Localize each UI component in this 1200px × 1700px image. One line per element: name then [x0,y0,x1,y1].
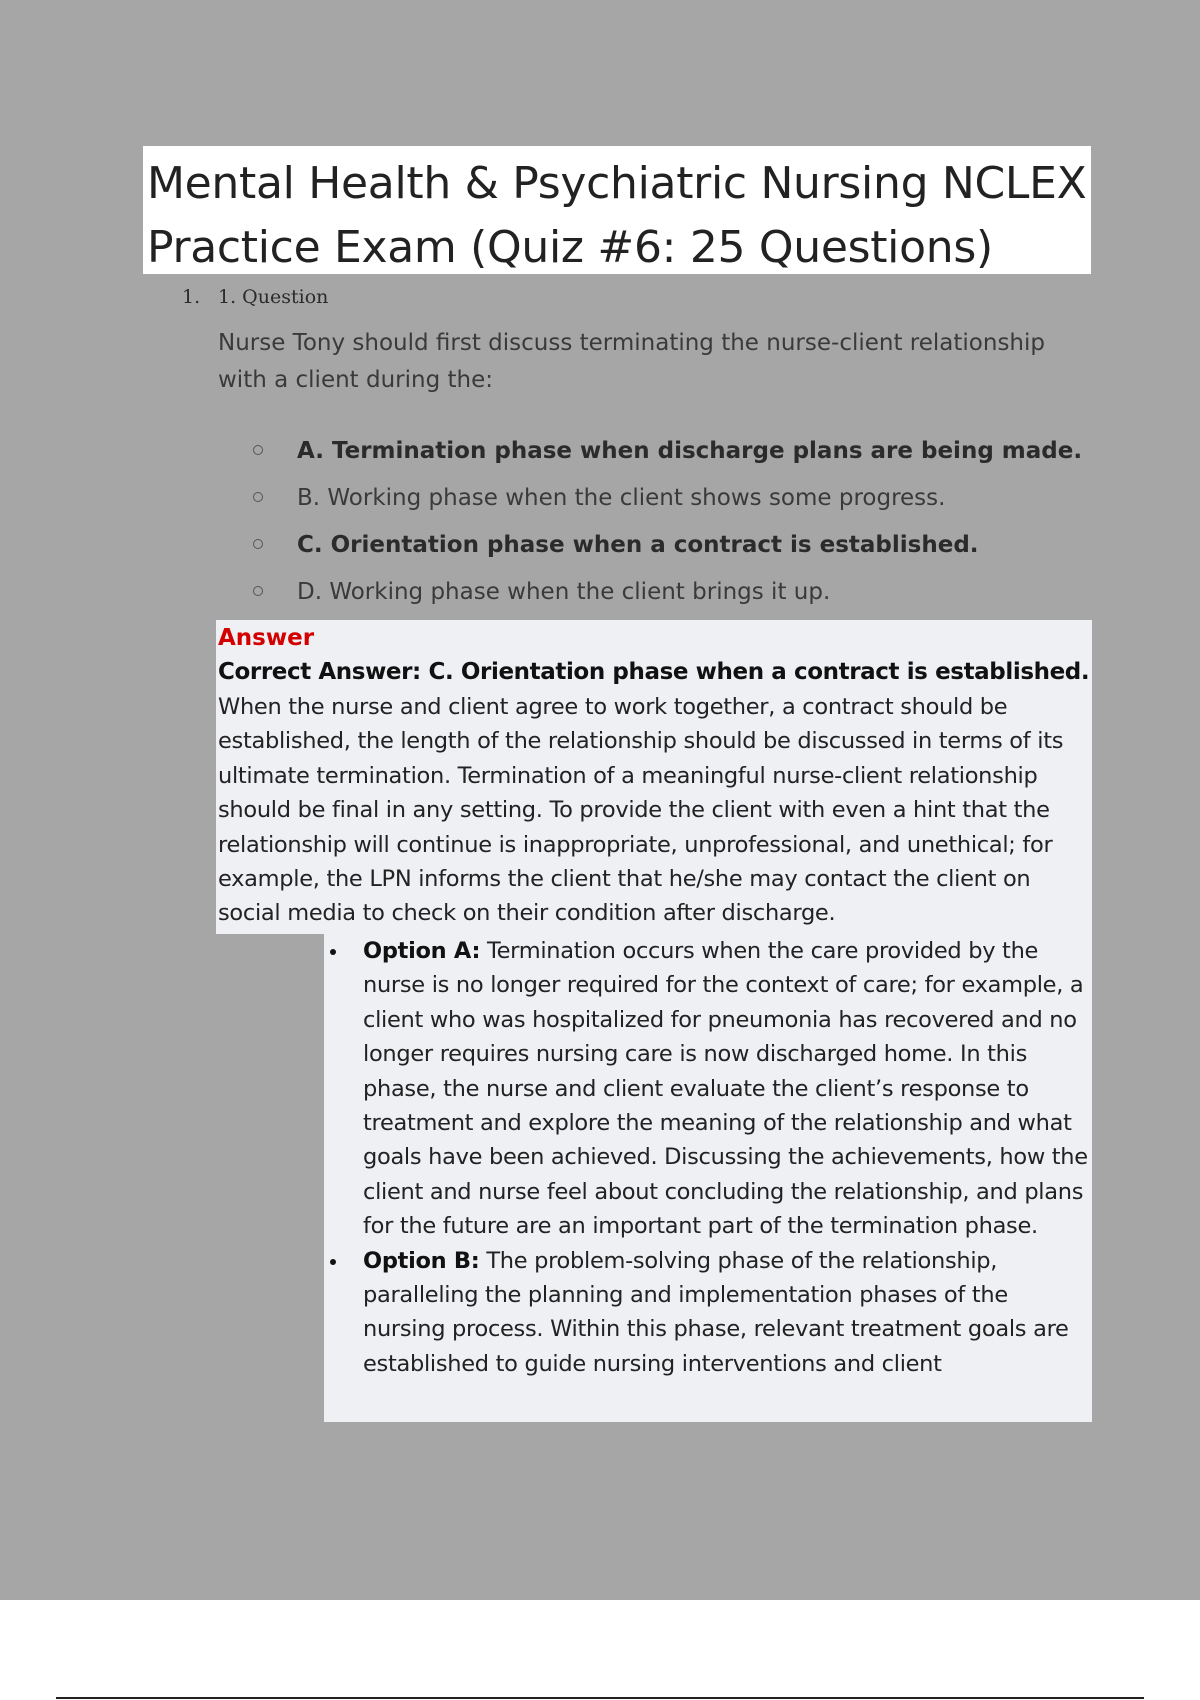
question-text: Nurse Tony should first discuss terminating the nurse-client relationship with a client during the: [218,330,1045,393]
answer-explanation: When the nurse and client agree to work together, a contract should be established, the length of the relationship should be discussed in terms of its ultimate termination. Termination of a meaningful nurse-client relationship should be final in any setting. To provide the client with even a hint that the relationship will continue is inappropriate, unprofessional, and unethical; for example, the LPN informs the client that he/she may contact the client on social media to check on their condition after discharge. [218,694,1064,927]
bullet-dot-icon [330,949,336,955]
option-a-explanation-text: Termination occurs when the care provided by the nurse is no longer required for the context of care; for example, a client who was hospitalized for pneumonia has recovered and no longer requires nursing care is now discharged home. In this phase, the nurse and client evaluate the client’s response to treatment and explore the meaning of the relationship and what goals have been achieved. Discussing the achievements, how the client and nurse feel about concluding the relationship, and plans for the future are an important part of the termination phase. [363,938,1088,1240]
option-d-text: D. Working phase when the client brings it up. [297,579,831,605]
option-a-explanation [324,934,1092,1244]
option-a-text: A. Termination phase when discharge plans are being made. [297,438,1083,464]
option-b-explanation [324,1244,1092,1382]
question-heading: 1. Question [218,286,329,308]
footer-divider [56,1697,1144,1699]
answer-panel [216,620,1092,934]
circle-bullet-icon [253,586,263,596]
option-b-text: B. Working phase when the client shows some progress. [297,485,946,511]
option-a[interactable] [253,428,1082,475]
option-d[interactable] [253,569,1082,616]
option-a-label: Option A: [363,938,481,964]
document-title [143,146,1091,274]
title-line-1: Mental Health & Psychiatric Nursing NCLEX [147,158,1087,209]
option-explanations-list [324,934,1092,1381]
circle-bullet-icon [253,539,263,549]
bullet-dot-icon [330,1259,336,1265]
question-list-number: 1. [182,286,201,308]
question-header [182,286,328,308]
option-b-explanation-text: The problem-solving phase of the relationship, paralleling the planning and implementation phases of the nursing process. Within this phase, relevant treatment goals are established to guide nursing interventions and client [363,1247,1069,1377]
title-line-2: Practice Exam (Quiz #6: 25 Questions) [147,222,993,273]
answer-options [253,428,1082,616]
option-b-label: Option B: [363,1247,480,1274]
option-b[interactable] [253,475,1082,522]
correct-answer: Correct Answer: C. Orientation phase when a contract is established. [218,659,1090,685]
circle-bullet-icon [253,445,263,455]
circle-bullet-icon [253,492,263,502]
option-explanations-panel [324,934,1092,1422]
option-c[interactable] [253,522,1082,569]
option-c-text: C. Orientation phase when a contract is established. [297,532,979,558]
answer-label[interactable]: Answer [218,625,315,651]
